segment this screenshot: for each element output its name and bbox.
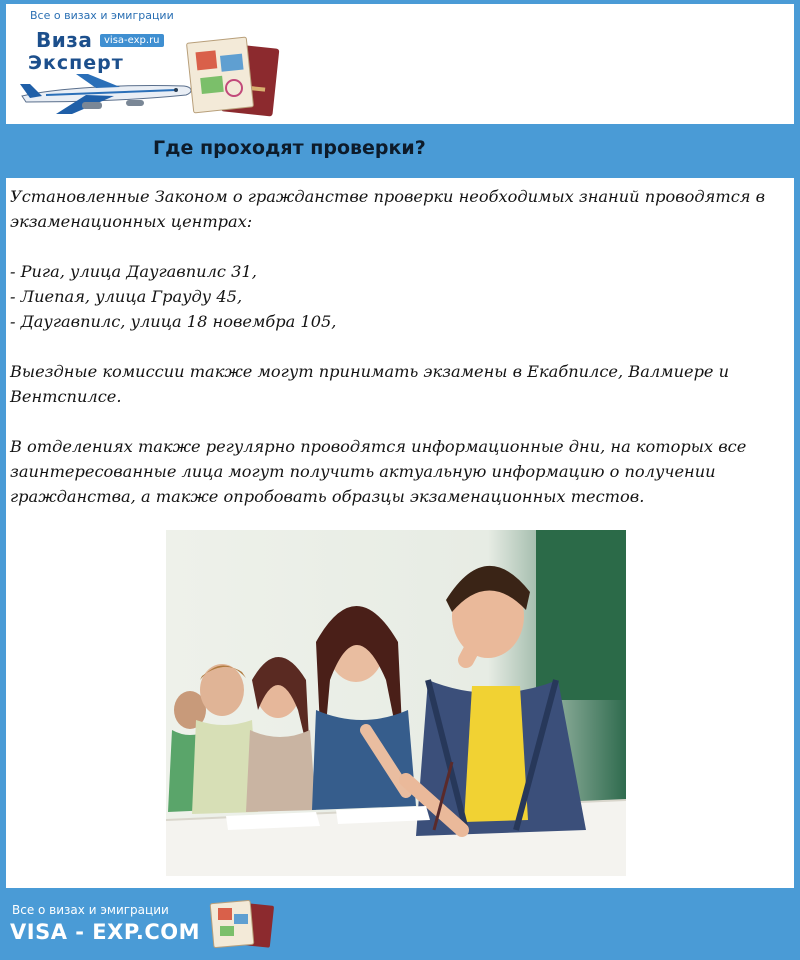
info-days-paragraph: В отделениях также регулярно проводятся информационные дни, на которых все заинтересованные лица могут получить актуальную информацию о получении гражданства, а также опробовать образцы экзаменационных тестов. (10, 437, 747, 506)
site-tagline: Все о визах и эмиграции (30, 9, 174, 22)
location-item: - Лиепая, улица Грауду 45, (10, 287, 243, 306)
students-exam-photo (166, 530, 626, 876)
footer-brand-link[interactable]: VISA - EXP.COM (10, 920, 200, 944)
title-band (6, 124, 654, 178)
site-footer (0, 888, 800, 960)
logo-brand-line1: Виза (36, 28, 93, 52)
article-content (6, 178, 794, 888)
logo-site-url: visa-exp.ru (100, 34, 164, 47)
mobile-commissions-paragraph: Выездные комиссии также могут принимать экзамены в Екабпилсе, Валмиере и Вентспилсе. (10, 362, 730, 406)
passport-stack-icon (184, 30, 280, 118)
footer-tagline: Все о визах и эмиграции (12, 903, 169, 917)
logo-brand-line2: Эксперт (28, 52, 124, 74)
site-logo[interactable] (16, 28, 292, 120)
intro-paragraph: Установленные Законом о гражданстве проверки необходимых знаний проводятся в экзаменационных центрах: (10, 187, 766, 231)
location-item: - Даугавпилс, улица 18 новембра 105, (10, 312, 337, 331)
passport-icon (208, 898, 278, 950)
airplane-icon (16, 62, 196, 118)
article-title: Где проходят проверки? (153, 137, 426, 159)
site-header (6, 4, 794, 124)
location-item: - Рига, улица Даугавпилс 31, (10, 262, 257, 281)
article-body (10, 184, 790, 509)
